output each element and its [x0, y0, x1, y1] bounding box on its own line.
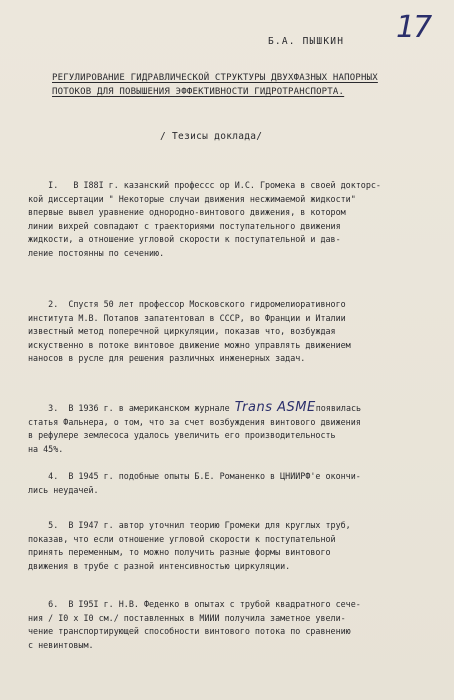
text-line: жидкости, а отношение угловой скорости к поступательной и дав- [28, 234, 341, 244]
paragraph-6 [28, 598, 440, 652]
paragraph-4 [28, 470, 440, 497]
text-line: ление постоянны по сечению. [28, 247, 165, 258]
author-name: Б.А. ПЫШКИН [268, 36, 345, 47]
text-line: линии вихрей совпадают с траекториями поступательного движения [28, 220, 341, 231]
paragraph-1 [28, 179, 440, 260]
text-line: 6. В I95I г. Н.В. Феденко в опытах с трубой квадратного сече- [28, 599, 361, 609]
paragraph-5 [28, 519, 440, 573]
paragraph-2 [28, 298, 440, 366]
line-start: 3. В 1936 г. в американском журнале [28, 403, 235, 413]
line-end: появилась [315, 403, 362, 413]
text-line [28, 401, 440, 416]
text-line: принять переменным, то можно получить разные формы винтового [28, 547, 331, 557]
text-line: искуственно в потоке винтовое движение можно управлять движением [28, 339, 351, 350]
text-line: наносов в русле для решения различных инженерных задач. [28, 353, 306, 363]
text-line: показав, что если отношение угловой скорости к поступательной [28, 533, 336, 544]
handwritten-page-number: 17 [396, 10, 431, 45]
text-line: на 45%. [28, 443, 64, 454]
paragraph-3 [28, 401, 440, 456]
text-line: статья Фальнера, о том, что за счет возбуждения винтового движения [28, 416, 361, 427]
text-line: движения в трубе с разной интенсивностью циркуляции. [28, 560, 291, 571]
text-line: института М.В. Потапов запатентовал в СССР, во Франции и Италии [28, 312, 346, 323]
handwritten-journal-name: Trans ASME [234, 400, 316, 415]
text-line: чение транспортирующей способности винтового потока по сравнению [28, 626, 351, 636]
text-line: впервые вывел уравнение однородно-винтового движения, в котором [28, 207, 346, 217]
text-line: с невинтовым. [28, 639, 94, 650]
text-line: в рефулере землесоса удалось увеличить его производительность [28, 430, 336, 440]
text-line: лись неудачей. [28, 484, 99, 495]
text-line: I. В I88I г. казанский профессс ор И.С. Громека в своей докторс- [28, 180, 381, 190]
text-line: ния / I0 x I0 см./ поставленных в МИИИ получила заметное увели- [28, 612, 346, 623]
document-title: РЕГУЛИРОВАНИЕ ГИДРАВЛИЧЕСКОЙ СТРУКТУРЫ ДВУХФАЗНЫХ НАПОРНЫХ ПОТОКОВ ДЛЯ ПОВЫШЕНИЯ ЭФФЕКТИВНОСТИ ГИДРОТРАНСПОРТА. [52, 73, 378, 97]
text-line: известный метод поперечной циркуляции, показав что, возбуждая [28, 326, 336, 336]
text-line: кой диссертации " Некоторые случаи движения несжимаемой жидкости" [28, 193, 356, 204]
text-line: 4. В 1945 г. подобные опыты Б.Е. Романенко в ЦНИИРФ'е окончи- [28, 471, 361, 481]
text-line: 5. В I947 г. автор уточнил теорию Громеки для круглых труб, [28, 520, 351, 530]
text-line: 2. Спустя 50 лет профессор Московского гидромелиоративного [28, 299, 346, 309]
document-subtitle: / Тезисы доклада/ [160, 131, 263, 142]
